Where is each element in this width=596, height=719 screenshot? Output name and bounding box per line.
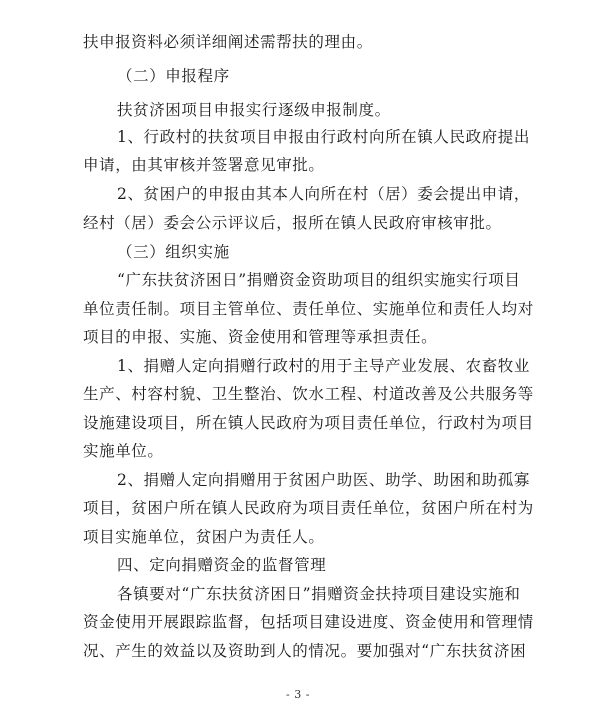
paragraph-line: “广东扶贫济困日”捐赠资金资助项目的组织实施实行项目 xyxy=(117,271,521,289)
paragraph-line: 项目实施单位，贫困户为责任人。 xyxy=(83,528,325,546)
paragraph-line: 1、捐赠人定向捐赠行政村的用于主导产业发展、农畜牧业 xyxy=(117,357,530,375)
paragraph-line: 扶申报资料必须详细阐述需帮扶的理由。 xyxy=(83,33,373,51)
paragraph-line: 项目的申报、实施、资金使用和管理等承担责任。 xyxy=(83,328,438,346)
paragraph-line: 资金使用开展跟踪监督，包括项目建设进度、资金使用和管理情 xyxy=(83,613,534,631)
paragraph-line: 况、产生的效益以及资助到人的情况。要加强对“广东扶贫济困 xyxy=(83,642,527,660)
paragraph-line: 2、贫困户的申报由其本人向所在村（居）委会提出申请， xyxy=(117,185,530,203)
paragraph-line: 1、行政村的扶贫项目申报由行政村向所在镇人民政府提出 xyxy=(117,128,530,146)
paragraph-line: 各镇要对“广东扶贫济困日”捐赠资金扶持项目建设实施和 xyxy=(117,585,521,603)
paragraph-line: 设施建设项目，所在镇人民政府为项目责任单位，行政村为项目 xyxy=(83,414,534,432)
paragraph-line: 生产、村容村貌、卫生整治、饮水工程、村道改善及公共服务等 xyxy=(83,385,534,403)
paragraph-line: 经村（居）委会公示评议后，报所在镇人民政府审核审批。 xyxy=(83,214,502,232)
paragraph-line: 申请，由其审核并签署意见审批。 xyxy=(83,156,325,174)
section-heading: 四、定向捐赠资金的监督管理 xyxy=(117,556,327,574)
paragraph-line: 单位责任制。项目主管单位、责任单位、实施单位和责任人均对 xyxy=(83,300,534,318)
section-heading: （三）组织实施 xyxy=(117,243,230,261)
paragraph-line: 扶贫济困项目申报实行逐级申报制度。 xyxy=(117,101,391,119)
section-heading: （二）申报程序 xyxy=(117,67,230,85)
paragraph-line: 项目，贫困户所在镇人民政府为项目责任单位，贫困户所在村为 xyxy=(83,499,534,517)
paragraph-line: 实施单位。 xyxy=(83,442,164,460)
page-number: - 3 - xyxy=(286,688,310,701)
paragraph-line: 2、捐赠人定向捐赠用于贫困户助医、助学、助困和助孤寡 xyxy=(117,471,530,489)
